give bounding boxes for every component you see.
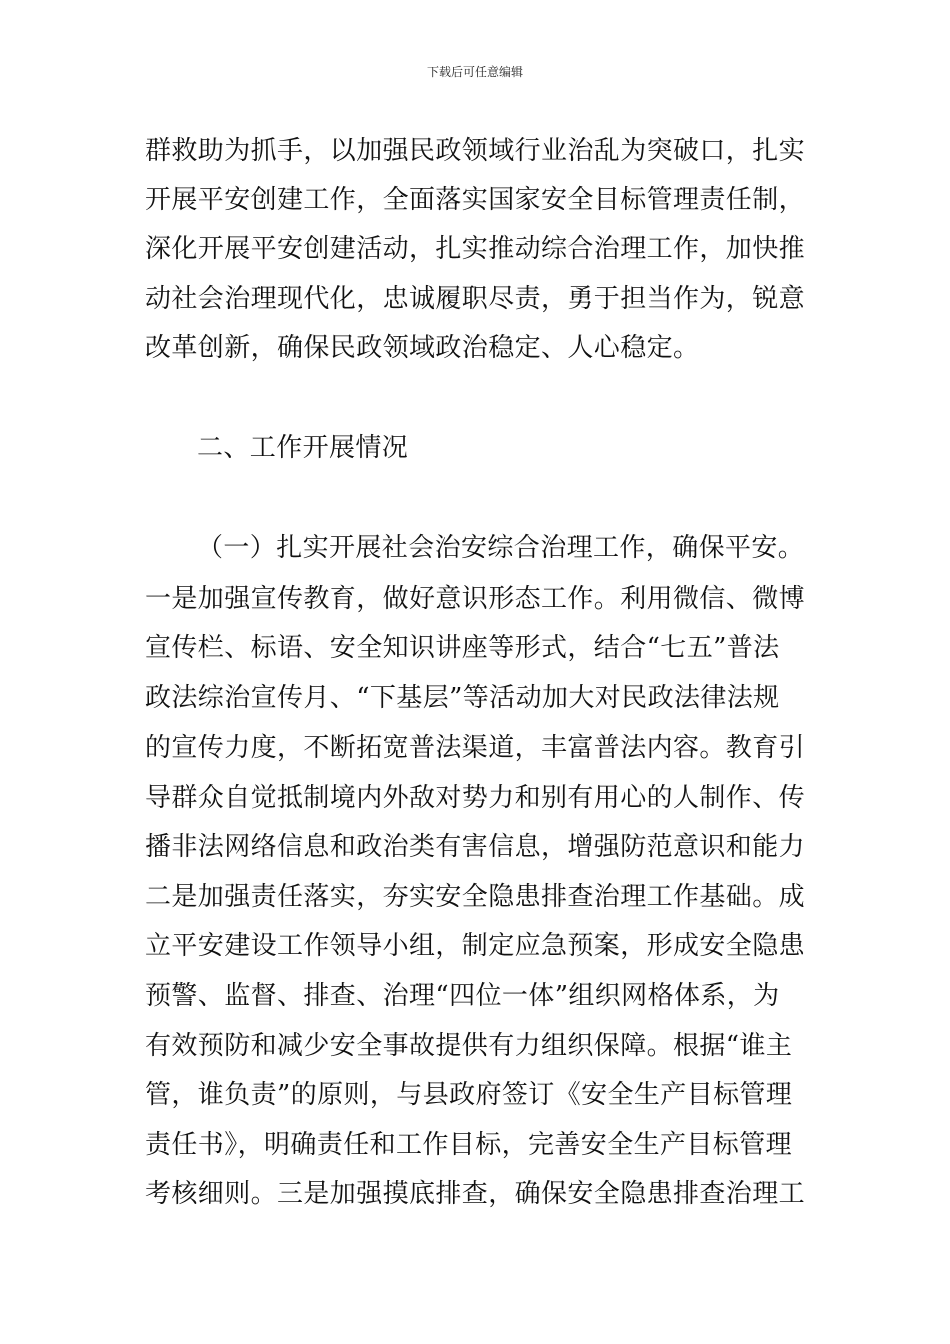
subsection-heading: （一）扎实开展社会治安综合治理工作，确保平安。	[197, 533, 805, 563]
body-line: 群救助为抓手，以加强民政领域行业治乱为突破口，扎实	[145, 136, 806, 166]
body-line: 预警、监督、排查、治理“四位一体”组织网格体系，为	[145, 981, 780, 1011]
page-header: 下载后可任意编辑	[426, 65, 523, 79]
body-line: 管，谁负责”的原则，与县政府签订《安全生产目标管理	[145, 1080, 793, 1110]
body-line: 考核细则。三是加强摸底排查，确保安全隐患排查治理工	[145, 1179, 806, 1209]
body-line: 播非法网络信息和政治类有害信息，增强防范意识和能力	[145, 832, 806, 862]
body-line: 导群众自觉抵制境内外敌对势力和别有用心的人制作、传	[145, 783, 806, 813]
body-line: 改革创新，确保民政领域政治稳定、人心稳定。	[145, 333, 700, 363]
body-line: 的宣传力度，不断拓宽普法渠道，丰富普法内容。教育引	[145, 733, 806, 763]
body-line: 政法综治宣传月、“下基层”等活动加大对民政法律法规	[145, 683, 780, 713]
body-line: 深化开展平安创建活动，扎实推动综合治理工作，加快推	[145, 234, 806, 264]
body-line: 有效预防和减少安全事故提供有力组织保障。根据“谁主	[145, 1031, 793, 1061]
body-line: 动社会治理现代化，忠诚履职尽责，勇于担当作为，锐意	[145, 284, 806, 314]
body-line: 宣传栏、标语、安全知识讲座等形式，结合“七五”普法	[145, 633, 780, 663]
body-line: 一是加强宣传教育，做好意识形态工作。利用微信、微博	[145, 584, 806, 614]
body-line: 开展平安创建工作，全面落实国家安全目标管理责任制，	[145, 185, 806, 215]
body-line: 二是加强责任落实，夯实安全隐患排查治理工作基础。成	[145, 882, 806, 912]
section-heading: 二、工作开展情况	[197, 433, 409, 463]
body-line: 立平安建设工作领导小组，制定应急预案，形成安全隐患	[145, 931, 806, 961]
body-line: 责任书》，明确责任和工作目标，完善安全生产目标管理	[145, 1130, 793, 1160]
